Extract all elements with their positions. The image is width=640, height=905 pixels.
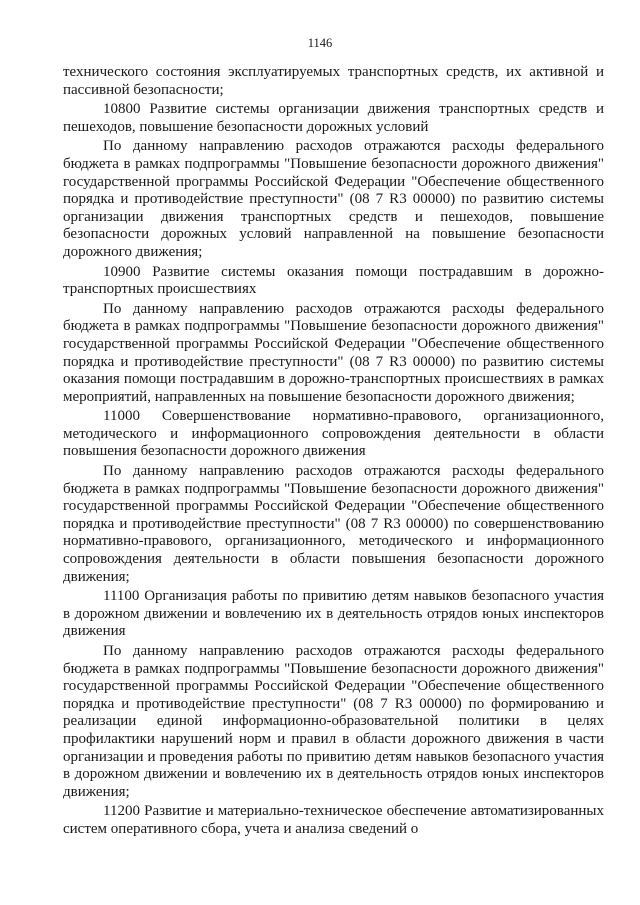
paragraph: 11000 Совершенствование нормативно-правового, организационного, методического и информационного сопровождения деятельности в области повышения безопасности дорожного движения — [63, 408, 604, 460]
paragraph: По данному направлению расходов отражаются расходы федерального бюджета в рамках подпрограммы "Повышение безопасности дорожного движения" государственной программы Российской Федерации "Обеспечение общественного порядка и противодействие преступности" (08 7 R3 00000) по формированию и реализации единой информационно-образовательной политики в целях профилактики нарушений норм и правил в области дорожного движения в части организации и проведения работы по привитию детям навыков безопасного участия в дорожном движении и вовлечению их в деятельность отрядов юных инспекторов движения; — [63, 643, 604, 800]
document-body — [63, 64, 604, 841]
paragraph: По данному направлению расходов отражаются расходы федерального бюджета в рамках подпрограммы "Повышение безопасности дорожного движения" государственной программы Российской Федерации "Обеспечение общественного порядка и противодействие преступности" (08 7 R3 00000) по совершенствованию нормативно-правового, организационного, методического и информационного сопровождения деятельности в области повышения безопасности дорожного движения; — [63, 463, 604, 585]
page-number: 1146 — [307, 36, 333, 50]
paragraph: По данному направлению расходов отражаются расходы федерального бюджета в рамках подпрограммы "Повышение безопасности дорожного движения" государственной программы Российской Федерации "Обеспечение общественного порядка и противодействие преступности" (08 7 R3 00000) по развитию системы оказания помощи пострадавшим в дорожно-транспортных происшествиях в рамках мероприятий, направленных на повышение безопасности дорожного движения; — [63, 300, 604, 405]
paragraph: 11200 Развитие и материально-техническое обеспечение автоматизированных систем оперативного сбора, учета и анализа сведений о — [63, 803, 604, 837]
paragraph: 10900 Развитие системы оказания помощи пострадавшим в дорожно-транспортных происшествиях — [63, 263, 604, 298]
paragraph: 11100 Организация работы по привитию детям навыков безопасного участия в дорожном движении и вовлечению их в деятельность отрядов юных инспекторов движения — [63, 588, 604, 640]
paragraph: По данному направлению расходов отражаются расходы федерального бюджета в рамках подпрограммы "Повышение безопасности дорожного движения" государственной программы Российской Федерации "Обеспечение общественного порядка и противодействие преступности" (08 7 R3 00000) по развитию системы организации движения транспортных средств и пешеходов, повышение безопасности дорожных условий направленной на повышение безопасности дорожного движения; — [63, 138, 604, 260]
paragraph: 10800 Развитие системы организации движения транспортных средств и пешеходов, повышение безопасности дорожных условий — [63, 101, 604, 135]
paragraph: технического состояния эксплуатируемых транспортных средств, их активной и пассивной безопасности; — [63, 64, 604, 98]
